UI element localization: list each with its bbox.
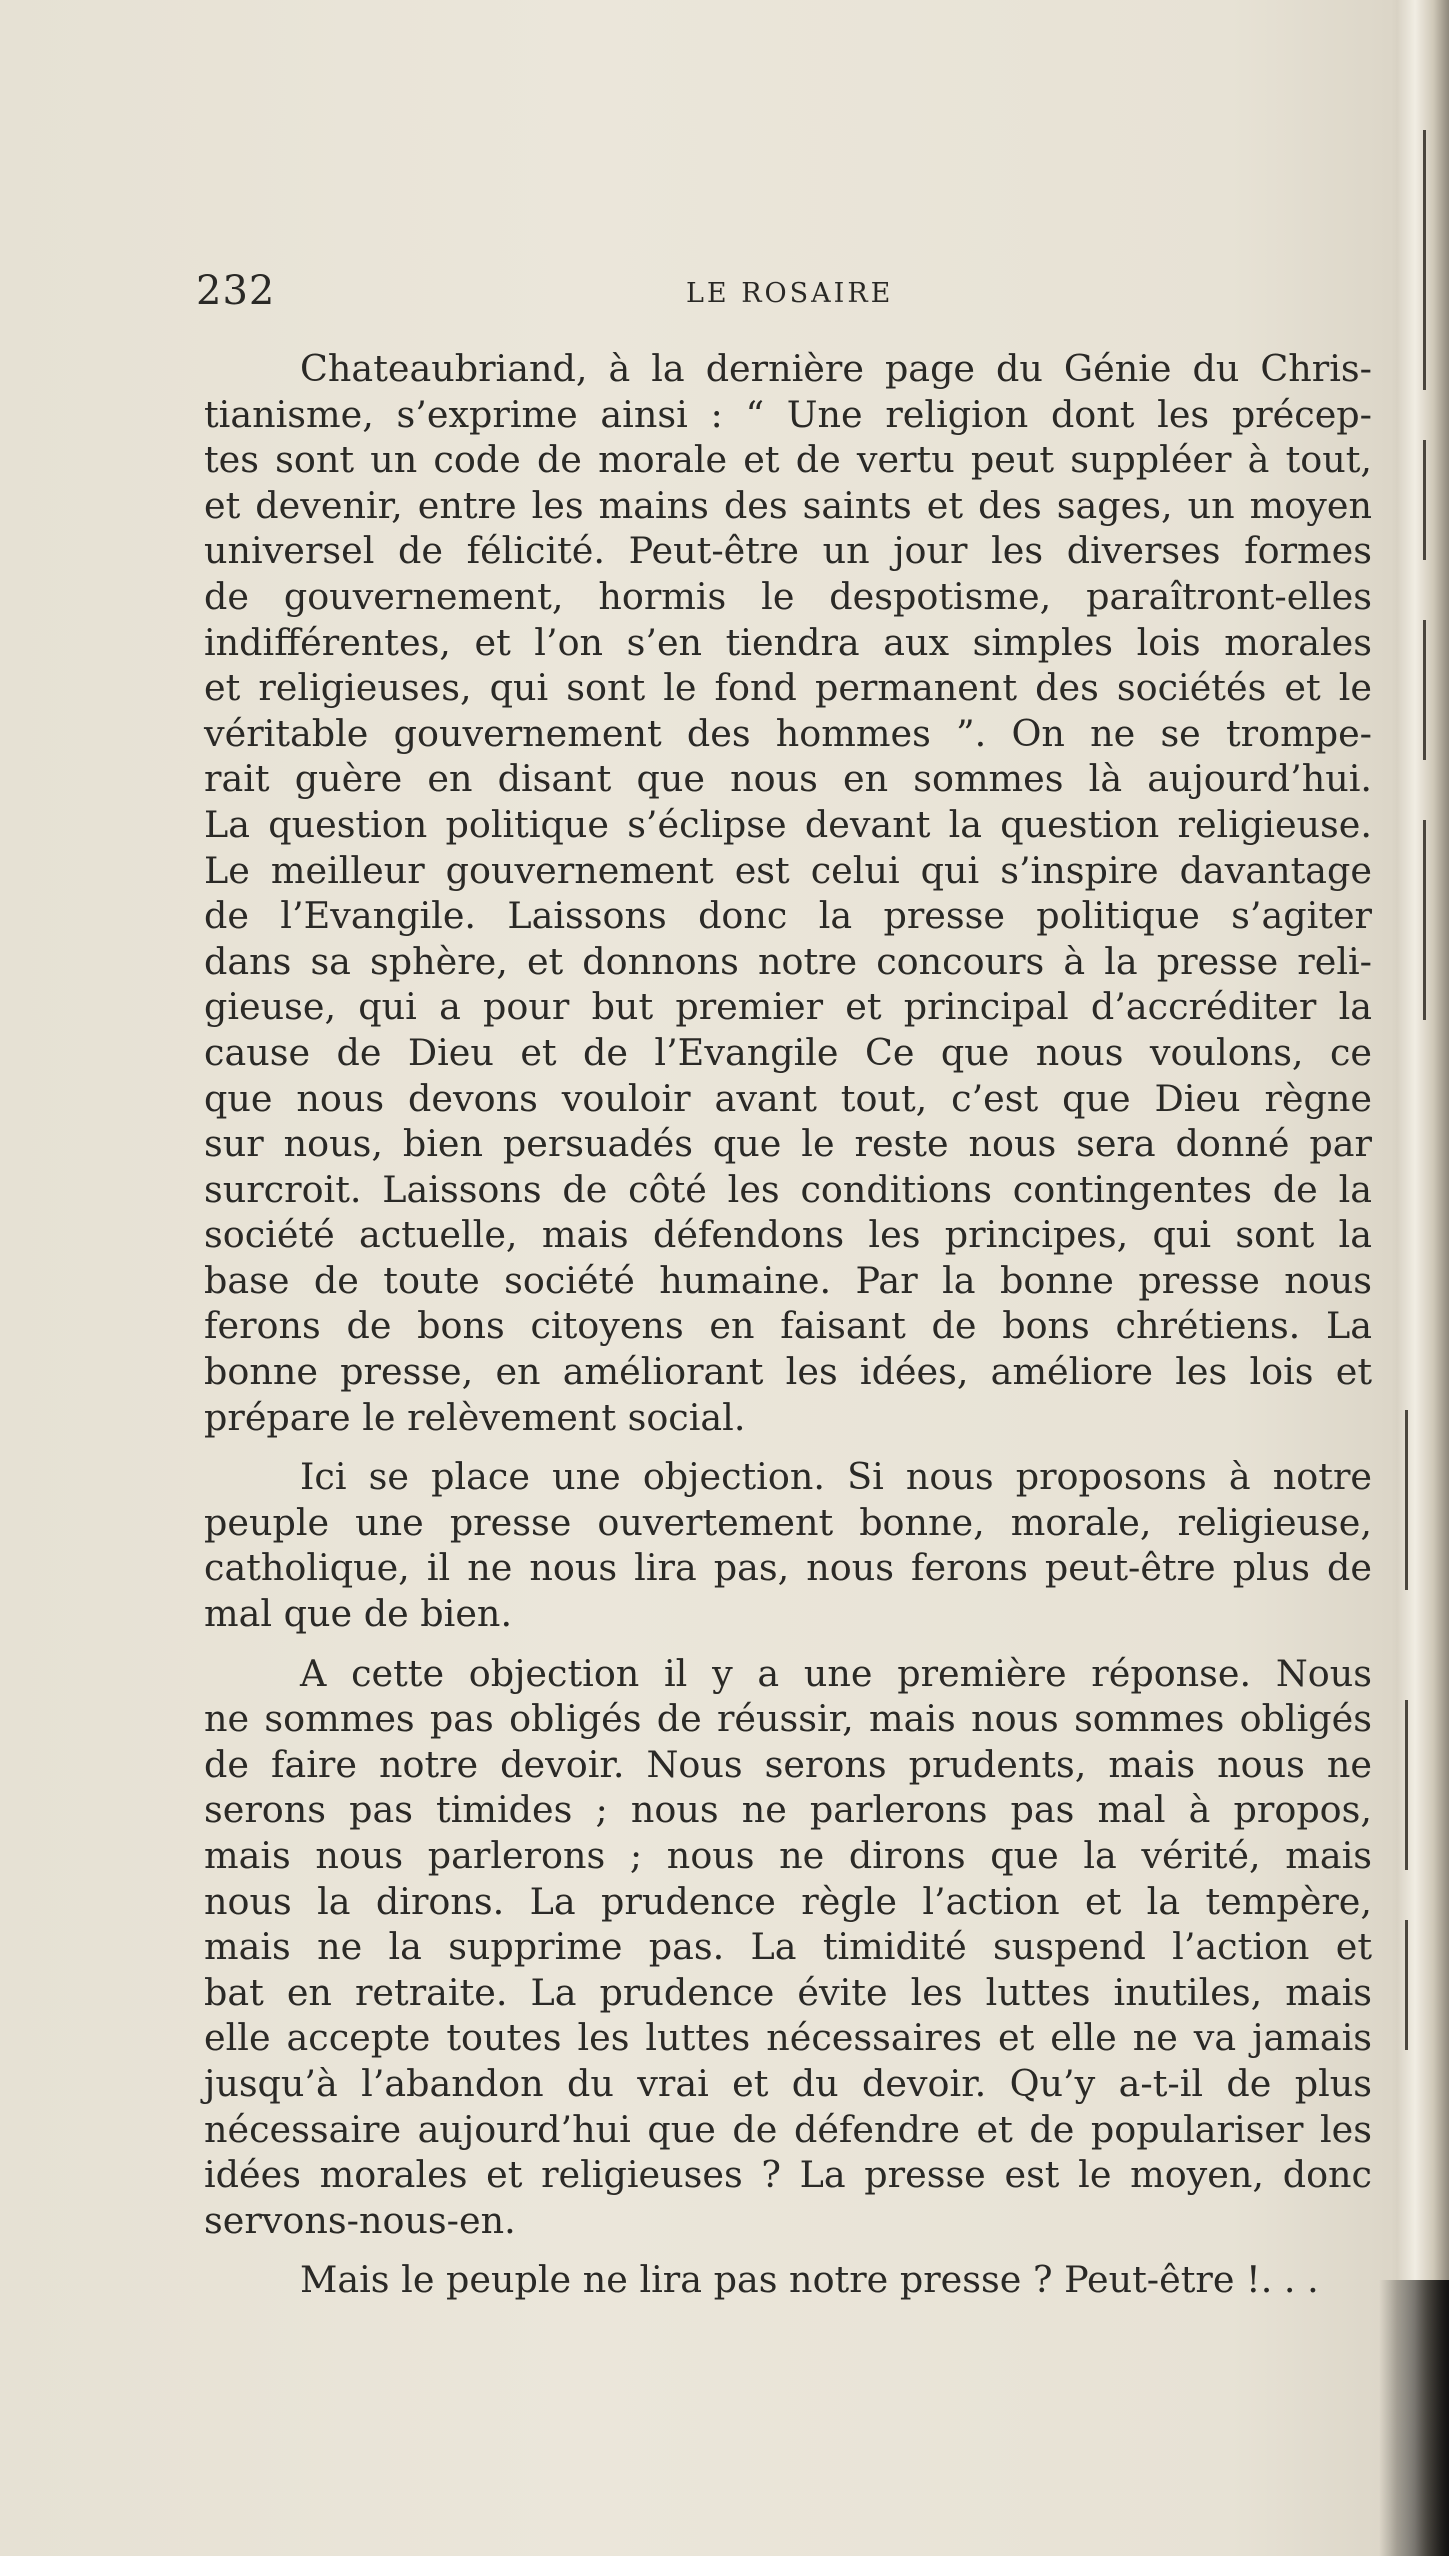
text-line: idées morales et religieuses ? La presse est le moyen, donc [204, 2153, 1372, 2197]
text-line: serons pas timides ; nous ne parlerons pas mal à propos, [204, 1788, 1372, 1832]
text-line: bonne presse, en améliorant les idées, améliore les lois et [204, 1350, 1372, 1394]
page-header [196, 268, 1376, 318]
page-number: 232 [196, 268, 276, 314]
edge-mark [1405, 1410, 1408, 1590]
paragraph [204, 346, 1372, 1440]
text-line: A cette objection il y a une première réponse. Nous [300, 1651, 1372, 1695]
text-line: et devenir, entre les mains des saints et des sages, un moyen [204, 483, 1372, 527]
text-line: de faire notre devoir. Nous serons prudents, mais nous ne [204, 1742, 1372, 1786]
text-line: indifférentes, et l’on s’en tiendra aux simples lois morales [204, 620, 1372, 664]
text-line: elle accepte toutes les luttes nécessaires et elle ne va jamais [204, 2016, 1372, 2060]
text-line: société actuelle, mais défendons les principes, qui sont la [204, 1213, 1372, 1257]
edge-mark [1405, 1700, 1408, 1870]
text-line: nécessaire aujourd’hui que de défendre et de populariser les [204, 2107, 1372, 2151]
paragraph [204, 1651, 1372, 2244]
text-line: dans sa sphère, et donnons notre concours à la presse reli- [204, 939, 1372, 983]
text-line: Mais le peuple ne lira pas notre presse ? Peut-être !. . . [300, 2258, 1319, 2302]
text-line: jusqu’à l’abandon du vrai et du devoir. Qu’y a-t-il de plus [204, 2061, 1372, 2105]
text-line: que nous devons vouloir avant tout, c’est que Dieu règne [204, 1076, 1372, 1120]
text-line: sur nous, bien persuadés que le reste nous sera donné par [204, 1122, 1372, 1166]
text-line: surcroit. Laissons de côté les conditions contingentes de la [204, 1167, 1372, 1211]
text-line: La question politique s’éclipse devant la question religieuse. [204, 802, 1372, 846]
edge-mark [1405, 1920, 1408, 2050]
text-line: nous la dirons. La prudence règle l’action et la tempère, [204, 1879, 1372, 1923]
text-line: véritable gouvernement des hommes ”. On ne se trompe- [204, 711, 1372, 755]
edge-mark [1423, 130, 1426, 390]
text-line: ferons de bons citoyens en faisant de bons chrétiens. La [204, 1304, 1372, 1348]
text-line: prépare le relèvement social. [204, 1395, 746, 1439]
text-line: et religieuses, qui sont le fond permanent des sociétés et le [204, 666, 1372, 710]
text-line: de gouvernement, hormis le despotisme, paraîtront-elles [204, 574, 1372, 618]
text-line: Ici se place une objection. Si nous proposons à notre [300, 1455, 1372, 1499]
text-line: mais ne la supprime pas. La timidité suspend l’action et [204, 1925, 1372, 1969]
text-line: catholique, il ne nous lira pas, nous ferons peut-être plus de [204, 1546, 1372, 1590]
text-line: bat en retraite. La prudence évite les luttes inutiles, mais [204, 1970, 1372, 2014]
paragraph [204, 1454, 1372, 1636]
edge-mark [1423, 820, 1426, 1020]
text-line: tianisme, s’exprime ainsi : “ Une religion dont les précep- [204, 392, 1372, 436]
text-line: universel de félicité. Peut-être un jour les diverses formes [204, 529, 1372, 573]
text-line: mal que de bien. [204, 1592, 513, 1636]
edge-mark [1423, 440, 1426, 560]
text-line: de l’Evangile. Laissons donc la presse politique s’agiter [204, 894, 1372, 938]
text-line: rait guère en disant que nous en sommes là aujourd’hui. [204, 757, 1372, 801]
paragraph [204, 2257, 1372, 2303]
text-line: servons-nous-en. [204, 2198, 516, 2242]
body-text [204, 346, 1372, 2303]
text-line: cause de Dieu et de l’Evangile Ce que nous voulons, ce [204, 1030, 1372, 1074]
text-line: Chateaubriand, à la dernière page du Génie du Chris- [300, 347, 1372, 390]
text-line: peuple une presse ouvertement bonne, morale, religieuse, [204, 1500, 1372, 1544]
binding-shadow [1379, 2280, 1449, 2556]
text-line: base de toute société humaine. Par la bonne presse nous [204, 1258, 1372, 1302]
text-line: ne sommes pas obligés de réussir, mais nous sommes obligés [204, 1697, 1372, 1741]
running-head: LE ROSAIRE [686, 278, 894, 309]
text-line: tes sont un code de morale et de vertu peut suppléer à tout, [204, 438, 1372, 482]
text-line: gieuse, qui a pour but premier et principal d’accréditer la [204, 985, 1372, 1029]
text-line: mais nous parlerons ; nous ne dirons que la vérité, mais [204, 1834, 1372, 1877]
edge-mark [1423, 620, 1426, 760]
text-line: Le meilleur gouvernement est celui qui s’inspire davantage [204, 848, 1372, 892]
